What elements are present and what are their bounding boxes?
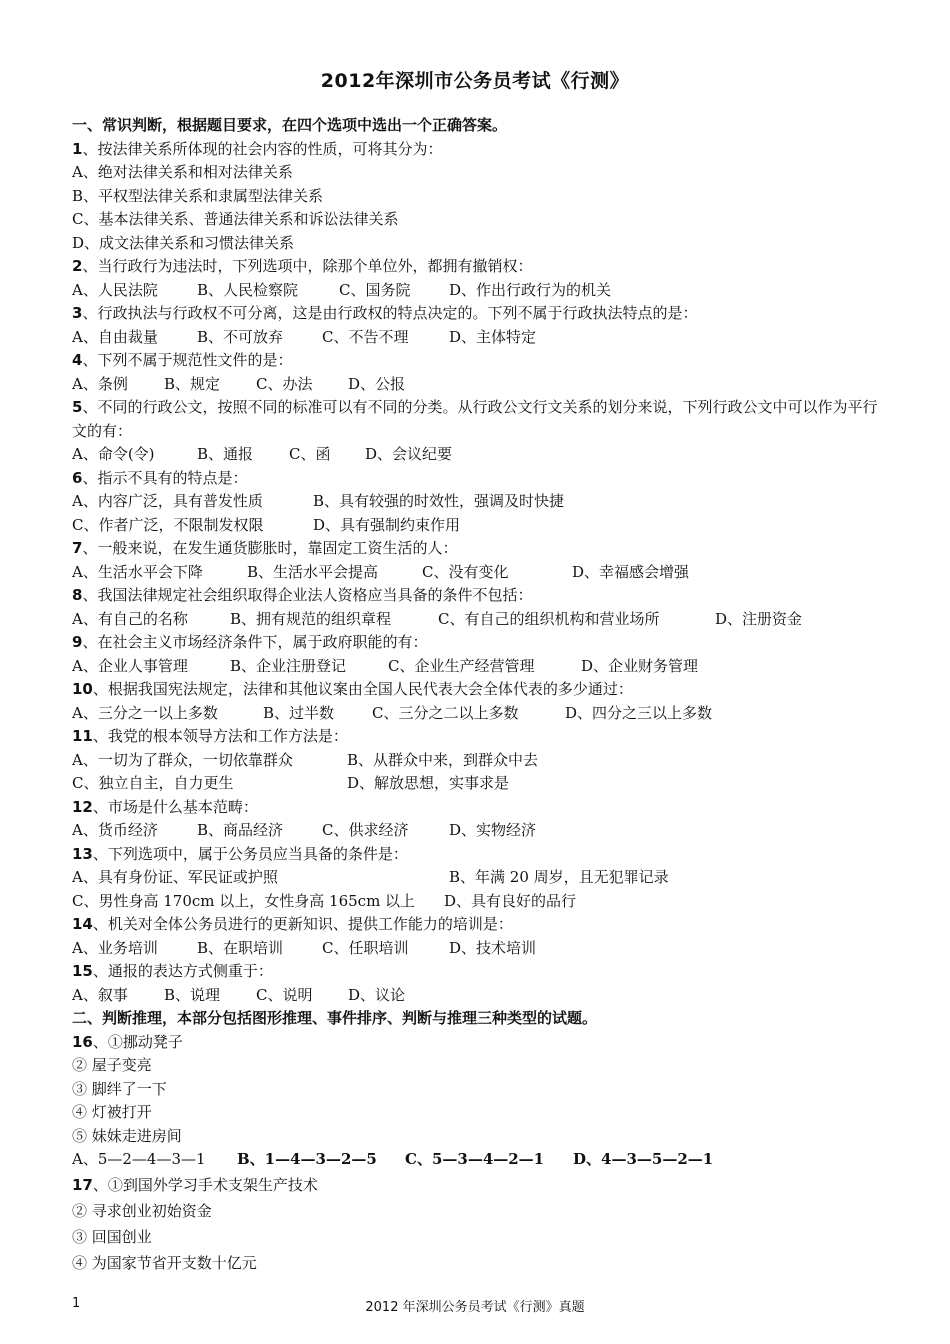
question-number: 11: [72, 727, 93, 745]
option-c: C、没有变化: [422, 562, 509, 581]
question-text: 、我国法律规定社会组织取得企业法人资格应当具备的条件不包括：: [82, 586, 533, 604]
option-b: B、平权型法律关系和隶属型法律关系: [72, 186, 324, 205]
option-c: C、函: [289, 445, 331, 463]
question-text: 、①挪动凳子: [92, 1032, 183, 1051]
question-number: 15: [72, 962, 93, 980]
question-6: [72, 467, 882, 491]
option-d: D、四分之三以上多数: [565, 703, 713, 722]
question-number: 10: [72, 680, 93, 698]
option-c: C、作者广泛，不限制发权限: [72, 515, 264, 534]
question-7: [72, 537, 882, 561]
question-2: [72, 255, 882, 279]
question-5: [72, 396, 882, 443]
option-d: D、企业财务管理: [581, 656, 699, 675]
option-a: A、企业人事管理: [72, 656, 188, 675]
option-b: B、人民检察院: [197, 280, 299, 299]
option-a: A、一切为了群众，一切依靠群众: [72, 750, 293, 769]
question-number: 4: [72, 351, 83, 369]
question-text: 、根据我国宪法规定，法律和其他议案由全国人民代表大会全体代表的多少通过：: [92, 680, 633, 698]
options-row: [72, 866, 882, 890]
question-text: 、当行政行为违法时，下列选项中，除那个单位外，都拥有撤销权：: [82, 257, 533, 275]
option-d: D、会议纪要: [365, 445, 453, 463]
option-b: B、在职培训: [197, 938, 284, 957]
options-row: [72, 937, 882, 961]
option-c: C、男性身高 170cm 以上，女性身高 165cm 以上: [72, 891, 416, 910]
question-number: 17: [72, 1175, 93, 1194]
option-a: A、三分之一以上多数: [72, 703, 218, 722]
option-d: D、主体特定: [449, 327, 537, 346]
question-number: 6: [72, 468, 83, 487]
question-3: [72, 302, 882, 326]
question-number: 13: [72, 844, 93, 863]
sequence-item: ③ 脚绊了一下: [72, 1079, 167, 1098]
page-number: 1: [72, 1296, 81, 1311]
question-1: [72, 138, 882, 162]
document-title: 2012年深圳市公务员考试《行测》: [320, 70, 630, 92]
option-a: A、人民法院: [72, 280, 158, 299]
option-b: B、通报: [197, 445, 254, 463]
option-c: C、任职培训: [322, 938, 409, 957]
options-row: [72, 819, 882, 843]
option-c: C、说明: [256, 985, 313, 1004]
question-number: 7: [72, 539, 83, 557]
option-b: B、拥有规范的组织章程: [230, 609, 392, 628]
question-text: 、指示不具有的特点是：: [82, 468, 248, 487]
option-a: A、具有身份证、军民证或护照: [72, 868, 278, 886]
sequence-item: ② 寻求创业初始资金: [72, 1201, 212, 1220]
question-number: 1: [72, 139, 83, 158]
question-text: 、通报的表达方式侧重于：: [92, 962, 273, 980]
option-b: B、过半数: [263, 703, 335, 722]
option-d: D、注册资金: [715, 609, 803, 628]
question-17: [72, 1172, 882, 1198]
question-8: [72, 584, 882, 608]
options-row: [72, 702, 882, 726]
option-c: C、供求经济: [322, 821, 409, 839]
options-row: [72, 608, 882, 632]
question-number: 8: [72, 586, 83, 604]
options-row: [72, 326, 882, 350]
question-text: 、按法律关系所体现的社会内容的性质，可将其分为：: [82, 139, 443, 158]
question-12: [72, 796, 882, 820]
section-heading-2: 二、判断推理，本部分包括图形推理、事件排序、判断与推理三种类型的试题。: [72, 1009, 598, 1027]
option-b: B、不可放弃: [197, 327, 284, 346]
footer-text: 2012 年深圳公务员考试《行测》真题: [365, 1300, 585, 1315]
option-c: C、有自己的组织机构和营业场所: [438, 609, 660, 628]
option-d: D、技术培训: [449, 938, 537, 957]
question-text: 、行政执法与行政权不可分离，这是由行政权的特点决定的。下列不属于行政执法特点的是：: [82, 304, 698, 322]
options-row: [72, 279, 882, 303]
option-b: B、1—4—3—2—5: [237, 1150, 377, 1168]
option-a: A、绝对法律关系和相对法律关系: [72, 163, 293, 181]
question-text: 、在社会主义市场经济条件下，属于政府职能的有：: [82, 633, 428, 651]
options-row: [72, 1148, 882, 1172]
option-a: A、叙事: [72, 985, 128, 1004]
question-16: [72, 1031, 882, 1055]
option-c: C、三分之二以上多数: [372, 703, 519, 722]
sequence-item: ⑤ 妹妹走进房间: [72, 1126, 182, 1145]
option-d: D、议论: [348, 985, 406, 1004]
options-row: [72, 890, 882, 914]
sequence-item: ④ 为国家节省开支数十亿元: [72, 1253, 257, 1272]
option-d: D、4—3—5—2—1: [573, 1150, 714, 1168]
option-c: C、企业生产经营管理: [388, 656, 535, 675]
option-b: B、企业注册登记: [230, 656, 347, 675]
option-a: A、条例: [72, 374, 128, 393]
option-b: B、从群众中来，到群众中去: [347, 750, 539, 769]
option-b: B、商品经济: [197, 821, 284, 839]
question-number: 9: [72, 633, 83, 651]
option-b: B、生活水平会提高: [247, 562, 379, 581]
option-b: B、年满 20 周岁，且无犯罪记录: [449, 868, 669, 886]
option-d: D、具有良好的品行: [444, 891, 577, 910]
option-d: D、成文法律关系和习惯法律关系: [72, 233, 295, 252]
options-row: [72, 443, 882, 467]
question-text: 、一般来说，在发生通货膨胀时，靠固定工资生活的人：: [82, 539, 458, 557]
question-13: [72, 843, 882, 867]
option-a: A、命令(令): [72, 445, 155, 463]
question-number: 14: [72, 915, 93, 933]
option-c: C、国务院: [339, 280, 411, 299]
page-footer: [0, 1296, 950, 1316]
option-c: C、基本法律关系、普通法律关系和诉讼法律关系: [72, 210, 399, 228]
option-a: A、5—2—4—3—1: [72, 1150, 206, 1168]
option-a: A、有自己的名称: [72, 609, 188, 628]
question-text: 、下列选项中，属于公务员应当具备的条件是：: [92, 844, 408, 863]
sequence-item: ③ 回国创业: [72, 1227, 152, 1246]
option-c: C、独立自主，自力更生: [72, 774, 234, 792]
sequence-item: ④ 灯被打开: [72, 1103, 152, 1121]
options-row: [72, 561, 882, 585]
option-d: D、作出行政行为的机关: [449, 280, 612, 299]
question-15: [72, 960, 882, 984]
question-text: 、不同的行政公文，按照不同的标准可以有不同的分类。从行政公文行文关系的划分来说，下列行政公文中可以作为平行文的有：: [72, 398, 878, 440]
question-number: 12: [72, 797, 93, 816]
question-number: 16: [72, 1032, 93, 1051]
option-a: A、生活水平会下降: [72, 562, 203, 581]
option-b: B、说理: [164, 985, 221, 1004]
option-d: D、解放思想，实事求是: [347, 774, 510, 792]
question-text: 、市场是什么基本范畴：: [92, 797, 258, 816]
option-a: A、内容广泛，具有普发性质: [72, 492, 263, 510]
option-d: D、幸福感会增强: [572, 562, 690, 581]
document-body: [72, 114, 882, 1276]
option-a: A、货币经济: [72, 821, 158, 839]
question-4: [72, 349, 882, 373]
question-10: [72, 678, 882, 702]
option-d: D、具有强制约束作用: [313, 515, 461, 534]
question-14: [72, 913, 882, 937]
sequence-item: ② 屋子变亮: [72, 1056, 152, 1074]
question-number: 3: [72, 304, 83, 322]
option-a: A、自由裁量: [72, 327, 158, 346]
question-number: 2: [72, 257, 83, 275]
option-c: C、办法: [256, 374, 313, 393]
option-d: D、公报: [348, 374, 406, 393]
question-number: 5: [72, 398, 83, 416]
option-a: A、业务培训: [72, 938, 158, 957]
question-text: 、我党的根本领导方法和工作方法是：: [92, 727, 348, 745]
options-row: [72, 984, 882, 1008]
question-text: 、机关对全体公务员进行的更新知识、提供工作能力的培训是：: [92, 915, 513, 933]
options-row: [72, 373, 882, 397]
options-row: [72, 772, 882, 796]
options-row: [72, 514, 882, 538]
section-heading-1: 一、常识判断，根据题目要求，在四个选项中选出一个正确答案。: [72, 116, 508, 134]
option-d: D、实物经济: [449, 821, 537, 839]
question-9: [72, 631, 882, 655]
options-row: [72, 490, 882, 514]
option-c: C、不告不理: [322, 327, 409, 346]
option-b: B、具有较强的时效性，强调及时快捷: [313, 492, 565, 510]
question-11: [72, 725, 882, 749]
options-row: [72, 749, 882, 773]
options-row: [72, 655, 882, 679]
option-c: C、5—3—4—2—1: [405, 1150, 545, 1168]
option-b: B、规定: [164, 374, 221, 393]
question-text: 、下列不属于规范性文件的是：: [82, 351, 293, 369]
question-text: 、①到国外学习手术支架生产技术: [92, 1175, 318, 1194]
